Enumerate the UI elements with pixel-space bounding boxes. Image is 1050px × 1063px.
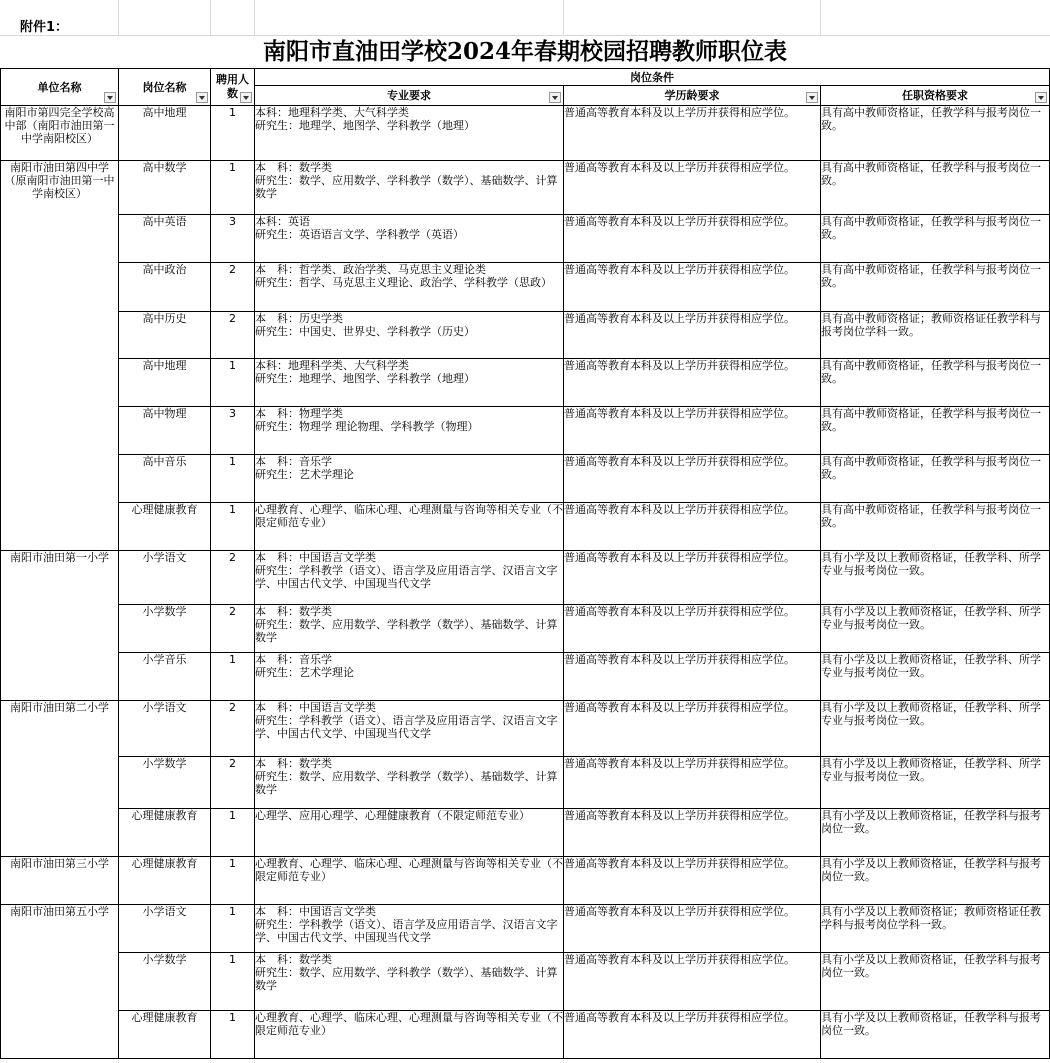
education-requirement-cell: 普通高等教育本科及以上学历并获得相应学位。: [564, 455, 821, 503]
table-row: [1, 263, 1050, 312]
count-cell: 2: [211, 551, 255, 605]
header-unit: 单位名称: [1, 69, 119, 106]
header-conditions: 岗位条件: [255, 69, 1050, 86]
major-requirement-cell: 心理教育、心理学、临床心理、心理测量与咨询等相关专业（不限定师范专业）: [255, 857, 564, 905]
education-requirement-cell: 普通高等教育本科及以上学历并获得相应学位。: [564, 106, 821, 161]
major-requirement-cell: 本科：英语 研究生：英语语言文学、学科教学（英语）: [255, 215, 564, 263]
count-cell: 1: [211, 455, 255, 503]
positions-table: [0, 68, 1050, 1059]
count-cell: 2: [211, 701, 255, 757]
spreadsheet-grid: [0, 0, 1050, 36]
position-cell: 小学语文: [119, 701, 211, 757]
major-requirement-cell: 本 科：音乐学 研究生：艺术学理论: [255, 653, 564, 701]
qualification-requirement-cell: 具有小学及以上教师资格证，任教学科与报考岗位一致。: [821, 857, 1050, 905]
table-row: [1, 551, 1050, 605]
qualification-requirement-cell: 具有高中教师资格证，任教学科与报考岗位一致。: [821, 359, 1050, 407]
filter-dropdown-icon[interactable]: [196, 92, 208, 103]
major-requirement-cell: 本 科：中国语言文学类 研究生：学科教学（语文）、语言学及应用语言学、汉语言文字学、中国古代文学、中国现当代文学: [255, 905, 564, 953]
position-cell: 小学数学: [119, 953, 211, 1011]
education-requirement-cell: 普通高等教育本科及以上学历并获得相应学位。: [564, 653, 821, 701]
education-requirement-cell: 普通高等教育本科及以上学历并获得相应学位。: [564, 605, 821, 653]
education-requirement-cell: 普通高等教育本科及以上学历并获得相应学位。: [564, 359, 821, 407]
position-cell: 小学音乐: [119, 653, 211, 701]
education-requirement-cell: 普通高等教育本科及以上学历并获得相应学位。: [564, 1011, 821, 1059]
qualification-requirement-cell: 具有高中教师资格证，任教学科与报考岗位一致。: [821, 407, 1050, 455]
education-requirement-cell: 普通高等教育本科及以上学历并获得相应学位。: [564, 551, 821, 605]
count-cell: 3: [211, 407, 255, 455]
count-cell: 1: [211, 809, 255, 857]
qualification-requirement-cell: 具有高中教师资格证；教师资格证任教学科与报考岗位学科一致。: [821, 312, 1050, 359]
table-row: [1, 905, 1050, 953]
position-cell: 小学语文: [119, 905, 211, 953]
count-cell: 1: [211, 503, 255, 551]
count-cell: 2: [211, 263, 255, 312]
major-requirement-cell: 本 科：数学类 研究生：数学、应用数学、学科教学（数学）、基础数学、计算数学: [255, 757, 564, 809]
major-requirement-cell: 本 科：历史学类 研究生：中国史、世界史、学科教学（历史）: [255, 312, 564, 359]
qualification-requirement-cell: 具有高中教师资格证，任教学科与报考岗位一致。: [821, 503, 1050, 551]
education-requirement-cell: 普通高等教育本科及以上学历并获得相应学位。: [564, 809, 821, 857]
count-cell: 1: [211, 161, 255, 215]
position-cell: 高中物理: [119, 407, 211, 455]
unit-name-cell: 南阳市油田第五小学: [1, 905, 119, 1059]
page-title: 南阳市直油田学校2024年春期校园招聘教师职位表: [262, 38, 787, 65]
education-requirement-cell: 普通高等教育本科及以上学历并获得相应学位。: [564, 312, 821, 359]
major-requirement-cell: 本 科：中国语言文学类 研究生：学科教学（语文）、语言学及应用语言学、汉语言文字学、中国古代文学、中国现当代文学: [255, 551, 564, 605]
major-requirement-cell: 本 科：数学类 研究生：数学、应用数学、学科教学（数学）、基础数学、计算数学: [255, 605, 564, 653]
position-cell: 小学语文: [119, 551, 211, 605]
position-cell: 高中数学: [119, 161, 211, 215]
table-row: [1, 161, 1050, 215]
major-requirement-cell: 心理教育、心理学、临床心理、心理测量与咨询等相关专业（不限定师范专业）: [255, 1011, 564, 1059]
header-position: 岗位名称: [119, 69, 211, 106]
table-row: [1, 653, 1050, 701]
education-requirement-cell: 普通高等教育本科及以上学历并获得相应学位。: [564, 953, 821, 1011]
header-major: 专业要求: [255, 86, 564, 106]
major-requirement-cell: 本 科：哲学类、政治学类、马克思主义理论类 研究生：哲学、马克思主义理论、政治学、学科教学（思政）: [255, 263, 564, 312]
major-requirement-cell: 本科：地理科学类、大气科学类 研究生：地理学、地图学、学科教学（地理）: [255, 359, 564, 407]
unit-name-cell: 南阳市油田第一小学: [1, 551, 119, 701]
table-row: [1, 312, 1050, 359]
position-cell: 高中地理: [119, 106, 211, 161]
major-requirement-cell: 本 科：物理学类 研究生：物理学 理论物理、学科教学（物理）: [255, 407, 564, 455]
education-requirement-cell: 普通高等教育本科及以上学历并获得相应学位。: [564, 503, 821, 551]
header-qualification: 任职资格要求: [821, 86, 1050, 106]
table-row: [1, 605, 1050, 653]
qualification-requirement-cell: 具有小学及以上教师资格证，任教学科与报考岗位一致。: [821, 809, 1050, 857]
header-education: 学历龄要求: [564, 86, 821, 106]
filter-dropdown-icon[interactable]: [806, 92, 818, 103]
qualification-requirement-cell: 具有小学及以上教师资格证，任教学科、所学专业与报考岗位一致。: [821, 701, 1050, 757]
count-cell: 1: [211, 359, 255, 407]
major-requirement-cell: 心理学、应用心理学、心理健康教育（不限定师范专业）: [255, 809, 564, 857]
count-cell: 1: [211, 857, 255, 905]
header-count: 聘用人数: [211, 69, 255, 106]
attachment-label: 附件1：: [20, 20, 69, 35]
major-requirement-cell: 本科：地理科学类、大气科学类 研究生：地理学、地图学、学科教学（地理）: [255, 106, 564, 161]
count-cell: 1: [211, 905, 255, 953]
unit-name-cell: 南阳市油田第四中学（原南阳市油田第一中学南校区）: [1, 161, 119, 551]
qualification-requirement-cell: 具有小学及以上教师资格证，任教学科、所学专业与报考岗位一致。: [821, 653, 1050, 701]
table-row: [1, 455, 1050, 503]
qualification-requirement-cell: 具有高中教师资格证，任教学科与报考岗位一致。: [821, 161, 1050, 215]
major-requirement-cell: 本 科：数学类 研究生：数学、应用数学、学科教学（数学）、基础数学、计算数学: [255, 161, 564, 215]
table-row: [1, 809, 1050, 857]
table-row: [1, 953, 1050, 1011]
major-requirement-cell: 本 科：音乐学 研究生：艺术学理论: [255, 455, 564, 503]
count-cell: 3: [211, 215, 255, 263]
count-cell: 1: [211, 653, 255, 701]
qualification-requirement-cell: 具有高中教师资格证，任教学科与报考岗位一致。: [821, 455, 1050, 503]
education-requirement-cell: 普通高等教育本科及以上学历并获得相应学位。: [564, 407, 821, 455]
qualification-requirement-cell: 具有高中教师资格证，任教学科与报考岗位一致。: [821, 215, 1050, 263]
major-requirement-cell: 本 科：数学类 研究生：数学、应用数学、学科教学（数学）、基础数学、计算数学: [255, 953, 564, 1011]
table-row: [1, 106, 1050, 161]
position-cell: 高中地理: [119, 359, 211, 407]
education-requirement-cell: 普通高等教育本科及以上学历并获得相应学位。: [564, 263, 821, 312]
position-cell: 高中历史: [119, 312, 211, 359]
count-cell: 2: [211, 605, 255, 653]
position-cell: 高中英语: [119, 215, 211, 263]
position-cell: 小学数学: [119, 605, 211, 653]
qualification-requirement-cell: 具有小学及以上教师资格证，任教学科、所学专业与报考岗位一致。: [821, 757, 1050, 809]
position-cell: 心理健康教育: [119, 503, 211, 551]
count-cell: 2: [211, 312, 255, 359]
education-requirement-cell: 普通高等教育本科及以上学历并获得相应学位。: [564, 701, 821, 757]
major-requirement-cell: 心理教育、心理学、临床心理、心理测量与咨询等相关专业（不限定师范专业）: [255, 503, 564, 551]
table-row: [1, 1011, 1050, 1059]
table-row: [1, 215, 1050, 263]
position-cell: 高中音乐: [119, 455, 211, 503]
filter-dropdown-icon[interactable]: [1035, 92, 1047, 103]
filter-dropdown-icon[interactable]: [104, 92, 116, 103]
position-cell: 心理健康教育: [119, 1011, 211, 1059]
count-cell: 1: [211, 1011, 255, 1059]
position-cell: 高中政治: [119, 263, 211, 312]
qualification-requirement-cell: 具有小学及以上教师资格证，任教学科与报考岗位一致。: [821, 1011, 1050, 1059]
position-cell: 小学数学: [119, 757, 211, 809]
filter-dropdown-icon[interactable]: [549, 92, 561, 103]
count-cell: 1: [211, 953, 255, 1011]
qualification-requirement-cell: 具有小学及以上教师资格证，任教学科、所学专业与报考岗位一致。: [821, 551, 1050, 605]
qualification-requirement-cell: 具有高中教师资格证，任教学科与报考岗位一致。: [821, 263, 1050, 312]
position-cell: 心理健康教育: [119, 857, 211, 905]
education-requirement-cell: 普通高等教育本科及以上学历并获得相应学位。: [564, 757, 821, 809]
unit-name-cell: 南阳市油田第二小学: [1, 701, 119, 857]
education-requirement-cell: 普通高等教育本科及以上学历并获得相应学位。: [564, 857, 821, 905]
table-row: [1, 359, 1050, 407]
education-requirement-cell: 普通高等教育本科及以上学历并获得相应学位。: [564, 905, 821, 953]
position-cell: 心理健康教育: [119, 809, 211, 857]
table-row: [1, 407, 1050, 455]
qualification-requirement-cell: 具有小学及以上教师资格证；教师资格证任教学科与报考岗位学科一致。: [821, 905, 1050, 953]
count-cell: 2: [211, 757, 255, 809]
education-requirement-cell: 普通高等教育本科及以上学历并获得相应学位。: [564, 215, 821, 263]
table-row: [1, 701, 1050, 757]
filter-dropdown-icon[interactable]: [240, 92, 252, 103]
qualification-requirement-cell: 具有小学及以上教师资格证，任教学科、所学专业与报考岗位一致。: [821, 605, 1050, 653]
major-requirement-cell: 本 科：中国语言文学类 研究生：学科教学（语文）、语言学及应用语言学、汉语言文字学、中国古代文学、中国现当代文学: [255, 701, 564, 757]
table-row: [1, 503, 1050, 551]
count-cell: 1: [211, 106, 255, 161]
table-row: [1, 757, 1050, 809]
table-row: [1, 857, 1050, 905]
unit-name-cell: 南阳市油田第三小学: [1, 857, 119, 905]
qualification-requirement-cell: 具有高中教师资格证，任教学科与报考岗位一致。: [821, 106, 1050, 161]
qualification-requirement-cell: 具有小学及以上教师资格证，任教学科与报考岗位一致。: [821, 953, 1050, 1011]
unit-name-cell: 南阳市第四完全学校高中部（南阳市油田第一中学南阳校区）: [1, 106, 119, 161]
education-requirement-cell: 普通高等教育本科及以上学历并获得相应学位。: [564, 161, 821, 215]
